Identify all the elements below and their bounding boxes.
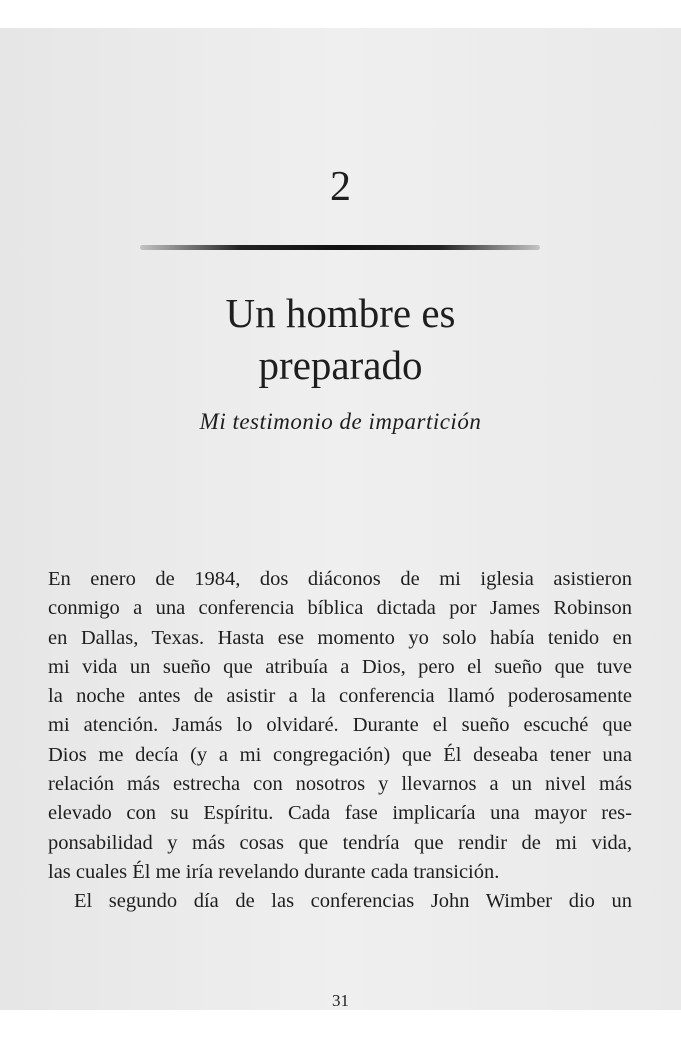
ornamental-divider <box>140 245 540 250</box>
body-line: mi atención. Jamás lo olvidaré. Durante el sueño escuché que <box>48 714 632 737</box>
body-line: conmigo a una conferencia bíblica dictada por James Robinson <box>48 597 632 620</box>
page-number: 31 <box>332 991 349 1010</box>
body-line: relación más estrecha con nosotros y llevarnos a un nivel más <box>48 773 632 796</box>
body-line: las cuales Él me iría revelando durante cada transición. <box>48 860 500 883</box>
body-line: El segundo día de las conferencias John Wimber dio un <box>74 890 632 913</box>
body-line: elevado con su Espíritu. Cada fase implicaría una mayor res- <box>48 802 632 825</box>
body-line: En enero de 1984, dos diáconos de mi iglesia asistieron <box>48 568 632 590</box>
chapter-title-line-1: Un hombre es <box>225 290 456 336</box>
chapter-title-line-2: preparado <box>258 342 423 388</box>
body-line: Dios me decía (y a mi congregación) que Él deseaba tener una <box>48 743 632 766</box>
body-line: mi vida un sueño que atribuía a Dios, pero el sueño que tuve <box>48 655 632 678</box>
body-text <box>48 565 632 917</box>
chapter-subtitle: Mi testimonio de impartición <box>199 409 482 434</box>
book-page <box>0 28 681 1010</box>
body-line: ponsabilidad y más cosas que tendría que rendir de mi vida, <box>48 831 632 854</box>
body-line: en Dallas, Texas. Hasta ese momento yo solo había tenido en <box>48 626 632 649</box>
body-line: la noche antes de asistir a la conferencia llamó poderosamente <box>48 685 632 708</box>
chapter-number: 2 <box>330 164 351 210</box>
